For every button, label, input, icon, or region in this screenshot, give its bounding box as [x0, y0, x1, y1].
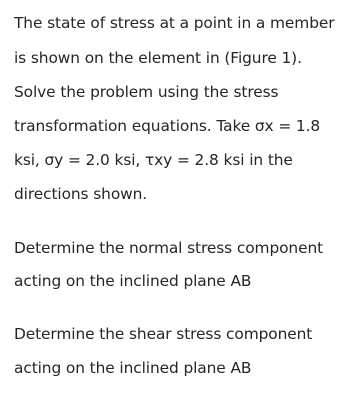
problem-line: Solve the problem using the stress [14, 83, 279, 101]
problem-line: directions shown. [14, 185, 148, 203]
problem-line: transformation equations. Take σx = 1.8 [14, 117, 321, 135]
question-normal-stress-line: Determine the normal stress component [14, 239, 324, 257]
question-shear-stress-line: Determine the shear stress component [14, 325, 313, 343]
problem-line: ksi, σy = 2.0 ksi, τxy = 2.8 ksi in the [14, 151, 293, 169]
problem-line: is shown on the element in (Figure 1). [14, 49, 302, 67]
question-shear-stress-line: acting on the inclined plane AB [14, 359, 252, 377]
problem-line: The state of stress at a point in a member [14, 14, 335, 32]
question-normal-stress-line: acting on the inclined plane AB [14, 272, 252, 290]
